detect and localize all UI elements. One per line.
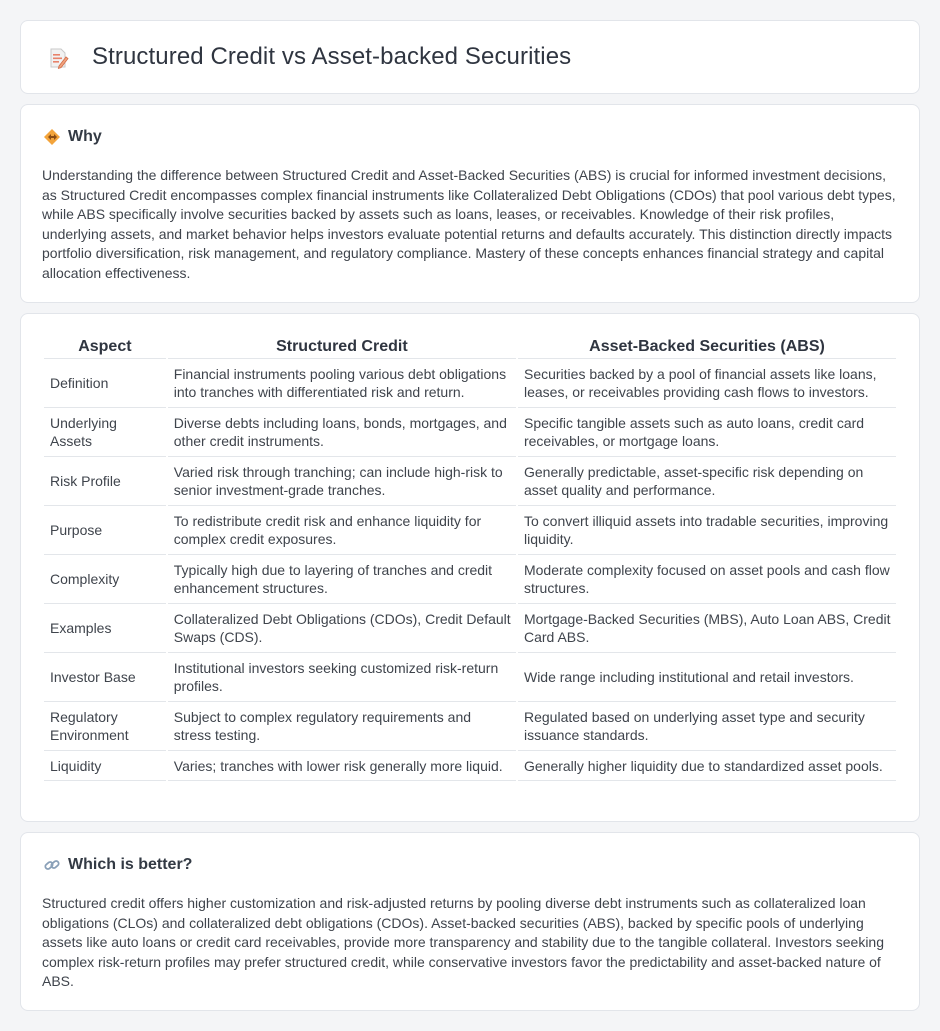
aspect-cell: Purpose xyxy=(44,506,166,555)
abs-cell: Securities backed by a pool of financial assets like loans, leases, or receivables providing cash flows to investors. xyxy=(518,359,896,408)
table-header-row xyxy=(44,336,896,359)
aspect-cell: Risk Profile xyxy=(44,457,166,506)
aspect-cell: Examples xyxy=(44,604,166,653)
column-header: Structured Credit xyxy=(168,336,516,359)
abs-cell: Generally higher liquidity due to standardized asset pools. xyxy=(518,751,896,781)
table-row xyxy=(44,506,896,555)
why-title: Why xyxy=(68,128,102,145)
structured-credit-cell: Varies; tranches with lower risk generally more liquid. xyxy=(168,751,516,781)
comparison-section xyxy=(20,313,920,822)
why-section xyxy=(20,104,920,303)
aspect-cell: Complexity xyxy=(44,555,166,604)
table-row xyxy=(44,359,896,408)
structured-credit-cell: Institutional investors seeking customized risk-return profiles. xyxy=(168,653,516,702)
abs-cell: To convert illiquid assets into tradable securities, improving liquidity. xyxy=(518,506,896,555)
better-title: Which is better? xyxy=(68,856,193,873)
structured-credit-cell: Subject to complex regulatory requirements and stress testing. xyxy=(168,702,516,751)
structured-credit-cell: To redistribute credit risk and enhance liquidity for complex credit exposures. xyxy=(168,506,516,555)
aspect-cell: Investor Base xyxy=(44,653,166,702)
abs-cell: Specific tangible assets such as auto loans, credit card receivables, or mortgage loans. xyxy=(518,408,896,457)
table-row xyxy=(44,702,896,751)
table-row xyxy=(44,604,896,653)
aspect-cell: Liquidity xyxy=(44,751,166,781)
structured-credit-cell: Collateralized Debt Obligations (CDOs), Credit Default Swaps (CDS). xyxy=(168,604,516,653)
abs-cell: Wide range including institutional and retail investors. xyxy=(518,653,896,702)
diamond-arrows-icon xyxy=(43,128,61,146)
abs-cell: Generally predictable, asset-specific risk depending on asset quality and performance. xyxy=(518,457,896,506)
table-row xyxy=(44,457,896,506)
aspect-cell: Underlying Assets xyxy=(44,408,166,457)
table-row xyxy=(44,555,896,604)
column-header: Asset-Backed Securities (ABS) xyxy=(518,336,896,359)
structured-credit-cell: Varied risk through tranching; can include high-risk to senior investment-grade tranches. xyxy=(168,457,516,506)
which-is-better-section xyxy=(20,832,920,1011)
comparison-table xyxy=(42,336,898,781)
better-text: Structured credit offers higher customization and risk-adjusted returns by pooling diverse debt instruments such as collateralized loan obligations (CLOs) and collateralized debt obligations (CDOs). Asset-backed securities (ABS), backed by specific pools of underlying assets like auto loans or credit card receivables, provide more transparency and stability due to the tangible collateral. Investors seeking complex risk-return profiles may prefer structured credit, while conservative investors favor the predictability and asset-backed nature of ABS. xyxy=(42,895,885,989)
document-pen-icon xyxy=(47,47,69,69)
table-row xyxy=(44,751,896,781)
structured-credit-cell: Diverse debts including loans, bonds, mortgages, and other credit instruments. xyxy=(168,408,516,457)
column-header: Aspect xyxy=(44,336,166,359)
structured-credit-cell: Typically high due to layering of tranches and credit enhancement structures. xyxy=(168,555,516,604)
aspect-cell: Regulatory Environment xyxy=(44,702,166,751)
why-text: Understanding the difference between Structured Credit and Asset-Backed Securities (ABS) is crucial for informed investment decisions, as Structured Credit encompasses complex financial instruments like Collateralized Debt Obligations (CDOs) that pool various debt types, while ABS specifically involve securities backed by assets such as loans, leases, or receivables. Knowledge of their risk profiles, underlying assets, and market behavior helps investors evaluate potential returns and defaults accurately. This distinction directly impacts portfolio diversification, risk management, and regulatory compliance. Mastery of these concepts enhances financial strategy and capital allocation effectiveness. xyxy=(42,167,896,281)
link-icon xyxy=(43,856,61,874)
abs-cell: Regulated based on underlying asset type and security issuance standards. xyxy=(518,702,896,751)
abs-cell: Mortgage-Backed Securities (MBS), Auto Loan ABS, Credit Card ABS. xyxy=(518,604,896,653)
header-card xyxy=(20,20,920,94)
page-title: Structured Credit vs Asset-backed Securities xyxy=(92,43,572,70)
table-row xyxy=(44,653,896,702)
structured-credit-cell: Financial instruments pooling various debt obligations into tranches with differentiated risk and return. xyxy=(168,359,516,408)
abs-cell: Moderate complexity focused on asset pools and cash flow structures. xyxy=(518,555,896,604)
aspect-cell: Definition xyxy=(44,359,166,408)
table-row xyxy=(44,408,896,457)
